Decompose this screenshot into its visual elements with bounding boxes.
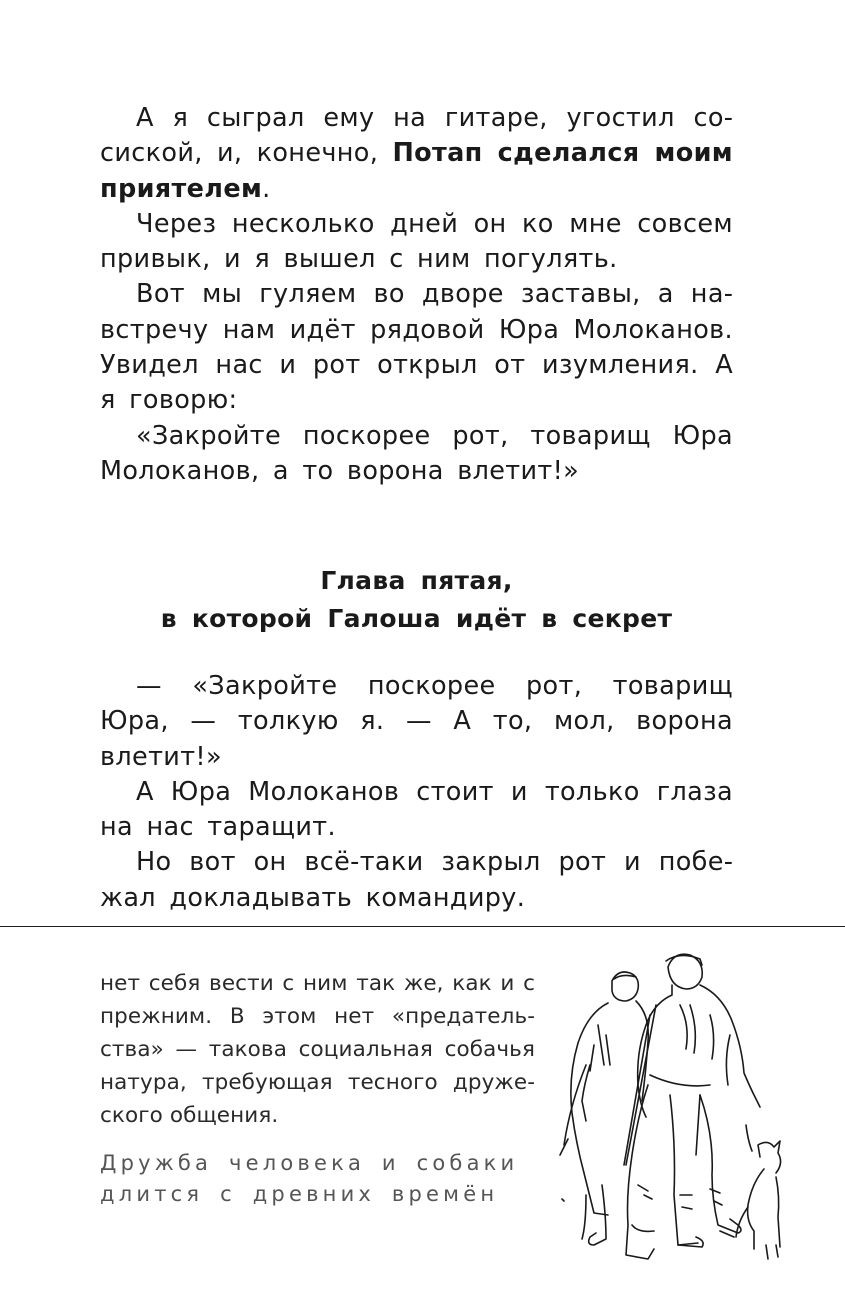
front-soldier-figure [624,954,760,1259]
illustration-caption [100,1148,520,1210]
caption-line-1: Дружба человека и собаки [100,1151,519,1175]
section-divider [0,926,845,927]
soldiers-with-dog-sketch-icon [550,945,790,1265]
chapter-title [100,562,733,638]
chapter-title-line-1: Глава пятая, [320,566,513,595]
main-text-block [100,101,733,489]
paragraph-4: «Закройте поскорее рот, товарищ Юра Молоканов, а то ворона влетит!» [100,420,733,486]
paragraph-3: Вот мы гуляем во дворе заставы, а навстречу нам идёт рядовой Юра Молоканов. Увидел нас и рот открыл от изумления. А я говорю: [100,279,733,416]
chapter-text-block [100,669,733,916]
paragraph-1 [100,101,733,207]
paragraph-1-start: А я сыграл ему на гитаре, угостил сосиской, и, конечно, [100,103,733,169]
sidebar-text [100,967,535,1132]
back-soldier-figure [560,972,648,1245]
chapter-title-line-2: в которой Галоша идёт в секрет [160,604,673,633]
chapter-paragraph-3: Но вот он всё-таки закрыл рот и побежал докладывать командиру. [100,847,733,913]
sidebar-paragraph: нет себя вести с ним так же, как и с прежним. В этом нет «предательства» — такова социальная собачья натура, требующая тесного дружеского общения. [100,971,535,1128]
paragraph-2: Через несколько дней он ко мне совсем привык, и я вышел с ним погулять. [100,208,733,275]
chapter-paragraph-1: — «Закройте поскорее рот, товарищ Юра, — толкую я. — А то, мол, ворона влетит!» [100,671,733,772]
dog-figure [562,1125,781,1259]
bold-phrase: Потап сделался моим приятелем [100,138,733,204]
chapter-paragraph-2: А Юра Молоканов стоит и только глаза на нас таращит. [100,776,733,843]
caption-line-2: длится с древних времён [100,1182,499,1206]
paragraph-1-end: . [262,173,271,204]
